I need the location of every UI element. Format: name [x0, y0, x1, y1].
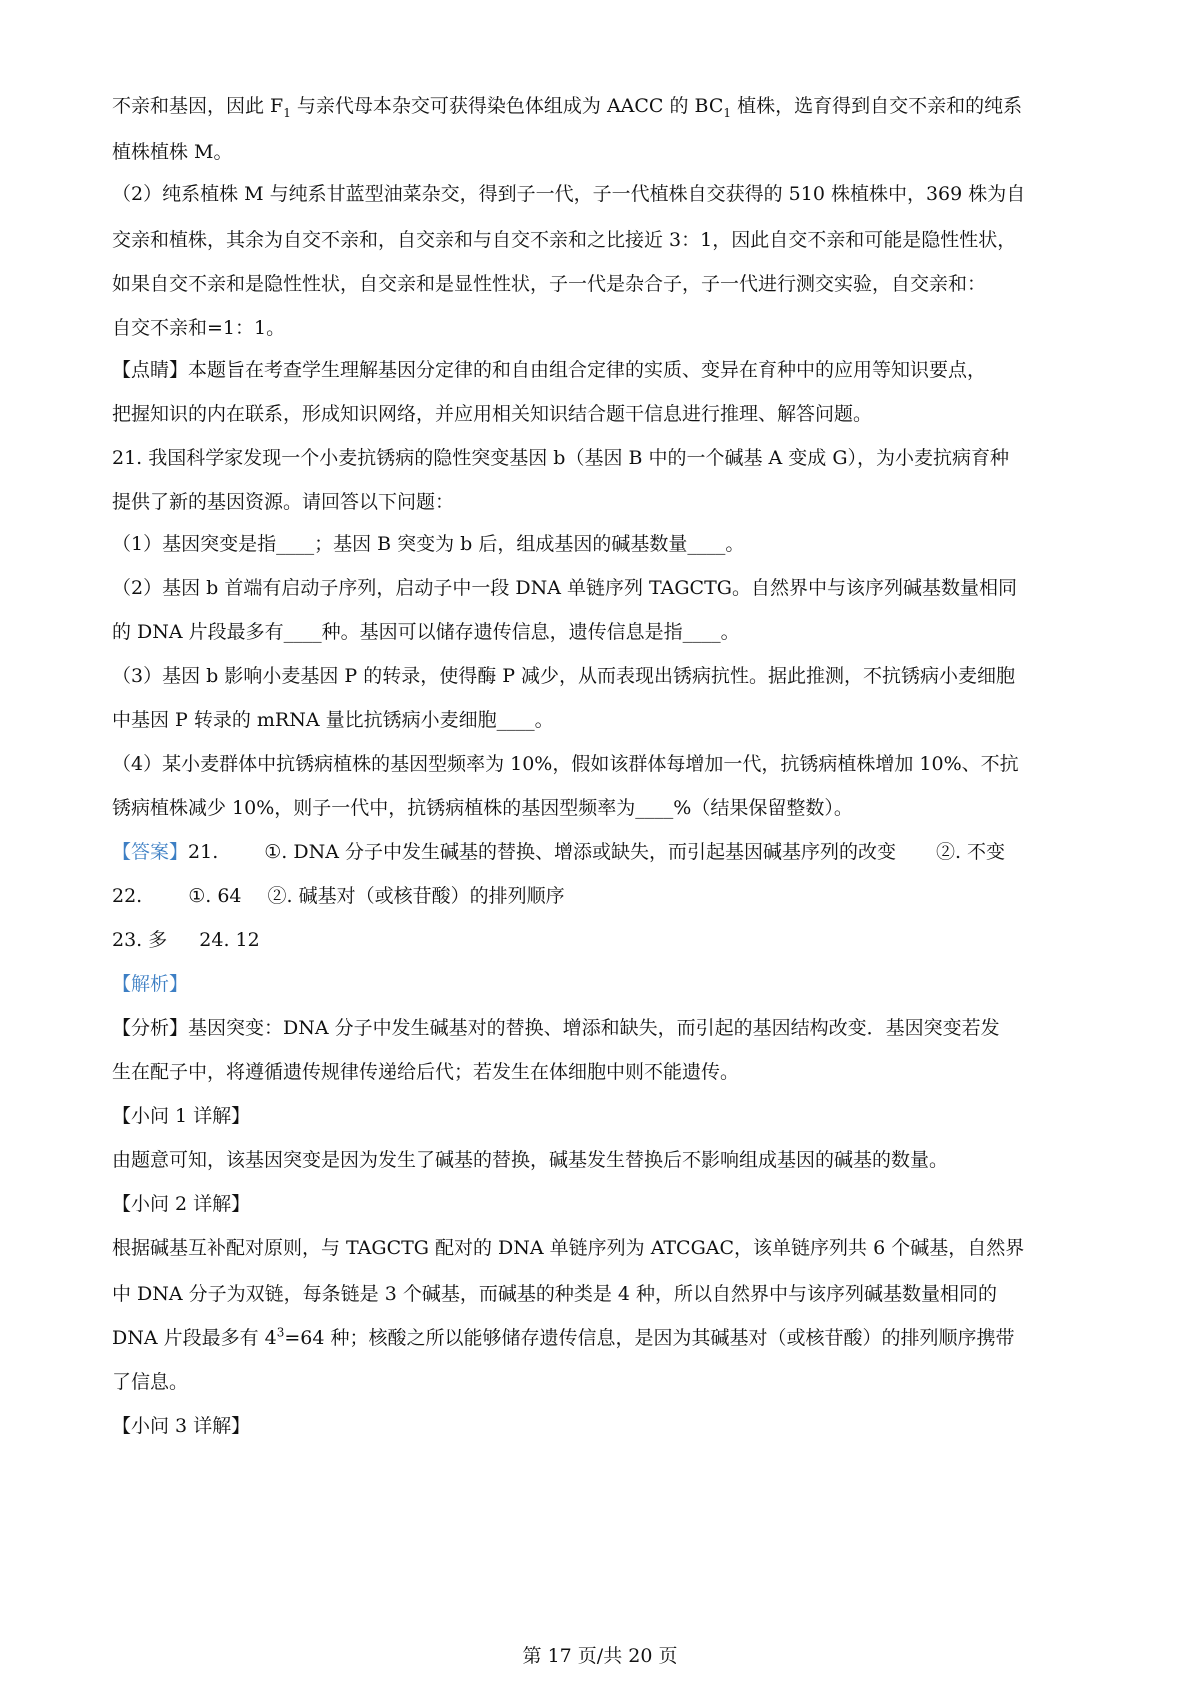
answer-22-1: ①. 64 [188, 885, 242, 907]
sub2-line-1: 根据碱基互补配对原则，与 TAGCTG 配对的 DNA 单链序列为 ATCGAC，该单链序列共 6 个碱基，自然界 [112, 1237, 1025, 1259]
subscript: 1 [723, 105, 732, 120]
answer-21-1: ①. DNA 分子中发生碱基的替换、增添或缺失，而引起基因碱基序列的改变 [264, 841, 896, 863]
analysis-tag: 【解析】 [112, 973, 189, 995]
answer-line-22 [112, 884, 565, 908]
question-stem-line-2: 提供了新的基因资源。请回答以下问题： [112, 491, 455, 513]
analysis-fenxi-line-1: 【分析】基因突变：DNA 分子中发生碱基对的替换、增添和缺失，而引起的基因结构改变．基因突变若发 [112, 1017, 1000, 1039]
part2-line-2: 交亲和植株，其余为自交不亲和，自交亲和与自交不亲和之比接近 3：1，因此自交不亲和可能是隐性性状， [112, 229, 1017, 251]
text-fragment: 植株，选育得到自交不亲和的纯系 [731, 95, 1023, 117]
sub2-line-2: 中 DNA 分子为双链，每条链是 3 个碱基，而碱基的种类是 4 种，所以自然界中与该序列碱基数量相同的 [112, 1283, 997, 1305]
answer-22-2: ②. 碱基对（或核苷酸）的排列顺序 [267, 885, 565, 907]
answer-24: 24. 12 [199, 929, 260, 951]
answer-line-21 [112, 840, 1005, 864]
page-footer: 第 17 页/共 20 页 [522, 1645, 678, 1667]
subscript: 1 [283, 105, 291, 120]
part2-line-1: （2）纯系植株 M 与纯系甘蓝型油菜杂交，得到子一代，子一代植株自交获得的 510 株植株中，369 株为自 [112, 183, 1026, 205]
part2-line-4: 自交不亲和=1：1。 [112, 317, 286, 339]
question-stem-line-1: 21. 我国科学家发现一个小麦抗锈病的隐性突变基因 b（基因 B 中的一个碱基 A 变成 G），为小麦抗病育种 [112, 447, 1010, 469]
answer-23: 23. 多 [112, 929, 168, 951]
question-part-2-line-2: 的 DNA 片段最多有____种。基因可以储存遗传信息，遗传信息是指____。 [112, 621, 740, 643]
text-fragment: DNA 片段最多有 4 [112, 1327, 277, 1349]
text-fragment: 不亲和基因，因此 F [112, 95, 284, 117]
answer-tag: 【答案】 [112, 841, 189, 863]
sub2-line-3 [112, 1326, 1015, 1350]
question-part-2-line-1: （2）基因 b 首端有启动子序列，启动子中一段 DNA 单链序列 TAGCTG。自然界中与该序列碱基数量相同 [112, 577, 1017, 599]
sub1-text: 由题意可知，该基因突变是因为发生了碱基的替换，碱基发生替换后不影响组成基因的碱基的数量。 [112, 1149, 949, 1171]
part2-line-3: 如果自交不亲和是隐性性状，自交亲和是显性性状，子一代是杂合子，子一代进行测交实验，自交亲和： [112, 273, 987, 295]
answer-21-2: ②. 不变 [935, 841, 1006, 863]
continuation-line-1 [112, 94, 1022, 118]
question-part-3-line-1: （3）基因 b 影响小麦基因 P 的转录，使得酶 P 减少，从而表现出锈病抗性。据此推测，不抗锈病小麦细胞 [112, 665, 1016, 687]
answer-line-23-24 [112, 928, 260, 952]
question-part-4-line-1: （4）某小麦群体中抗锈病植株的基因型频率为 10%，假如该群体每增加一代，抗锈病植株增加 10%、不抗 [112, 753, 1019, 775]
sub2-line-4: 了信息。 [112, 1371, 189, 1393]
continuation-line-2: 植株植株 M。 [112, 141, 233, 163]
text-fragment: =64 种；核酸之所以能够储存遗传信息，是因为其碱基对（或核苷酸）的排列顺序携带 [284, 1327, 1015, 1349]
question-part-1: （1）基因突变是指____；基因 B 突变为 b 后，组成基因的碱基数量____。 [112, 533, 745, 555]
sub2-title: 【小问 2 详解】 [112, 1193, 251, 1215]
sub1-title: 【小问 1 详解】 [112, 1105, 251, 1127]
text-fragment: 与亲代母本杂交可获得染色体组成为 AACC 的 BC [290, 95, 724, 117]
answer-number: 22. [112, 885, 143, 907]
sub3-title: 【小问 3 详解】 [112, 1415, 251, 1437]
superscript: 3 [276, 1325, 285, 1340]
analysis-fenxi-line-2: 生在配子中，将遵循遗传规律传递给后代；若发生在体细胞中则不能遗传。 [112, 1061, 740, 1083]
question-part-3-line-2: 中基因 P 转录的 mRNA 量比抗锈病小麦细胞____。 [112, 709, 554, 731]
comment-line-2: 把握知识的内在联系，形成知识网络，并应用相关知识结合题干信息进行推理、解答问题。 [112, 403, 873, 425]
question-part-4-line-2: 锈病植株减少 10%，则子一代中，抗锈病植株的基因型频率为____%（结果保留整数）。 [112, 797, 853, 819]
answer-number: 21. [188, 841, 219, 863]
comment-line-1: 【点睛】本题旨在考查学生理解基因分定律的和自由组合定律的实质、变异在育种中的应用等知识要点， [112, 359, 987, 381]
